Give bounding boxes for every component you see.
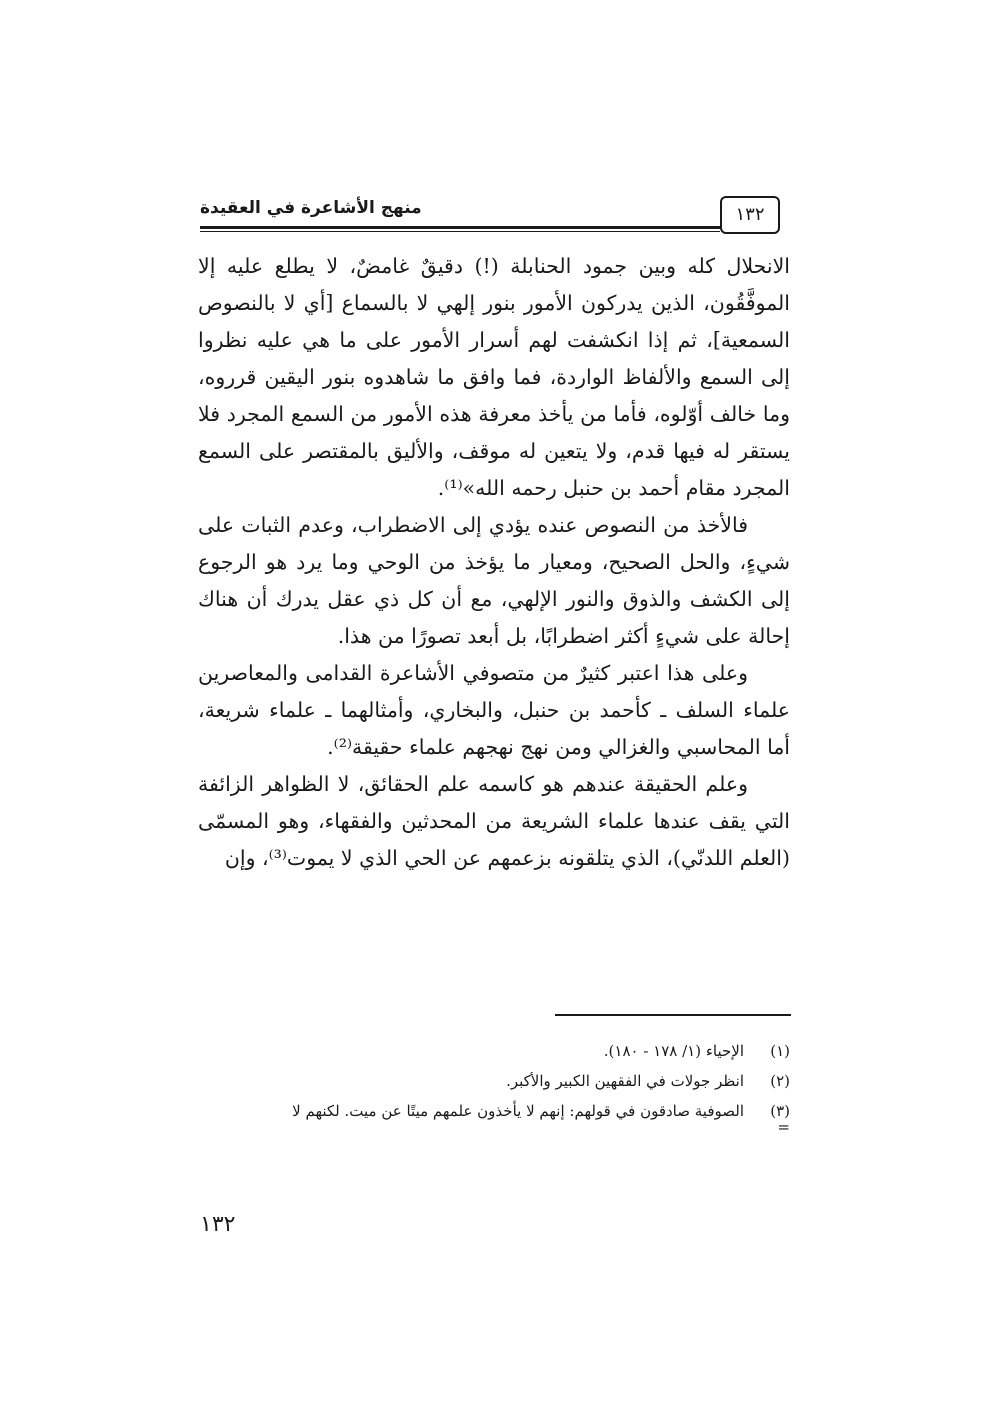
paragraph-2: فالأخذ من النصوص عنده يؤدي إلى الاضطراب، وعدم الثبات على شيءٍ، والحل الصحيح، ومعيار ما يؤخذ من الوحي وما يرد هو الرجوع إلى الكشف والذوق والنور الإلهي، مع أن كل ذي عقل يدرك أن هناك إحالة على شيءٍ أكثر اضطرابًا، بل أبعد تصورًا من هذا. xyxy=(198,513,790,648)
footnote-number: (٣) xyxy=(770,1102,790,1120)
footnote-number: (٢) xyxy=(770,1072,790,1090)
header-page-number-box: ١٣٢ xyxy=(720,196,780,234)
footnote-continuation-mark: = xyxy=(777,1118,790,1136)
footnote-separator xyxy=(555,1014,791,1016)
footnote-text: الصوفية صادقون في قولهم: إنهم لا يأخذون علمهم ميتًا عن ميت. لكنهم لا xyxy=(292,1102,744,1120)
footnote-text: انظر جولات في الفقهين الكبير والأكبر. xyxy=(506,1072,744,1090)
footnote-number: (١) xyxy=(770,1042,790,1060)
header-rule-thin xyxy=(200,231,720,232)
footnote-1 xyxy=(198,1036,790,1066)
footnote-2 xyxy=(198,1066,790,1096)
running-header-title: منهج الأشاعرة في العقيدة xyxy=(200,198,422,218)
paragraph-3: وعلى هذا اعتبر كثيرٌ من متصوفي الأشاعرة القدامى والمعاصرين علماء السلف ـ كأحمد بن حنبل، والبخاري، وأمثالهما ـ علماء شريعة، أما المحاسبي والغزالي ومن نهج نهجهم علماء حقيقة⁽²⁾. xyxy=(198,661,790,759)
body-text xyxy=(198,248,790,877)
paragraph-4: وعلم الحقيقة عندهم هو كاسمه علم الحقائق، لا الظواهر الزائفة التي يقف عندها علماء الشريعة من المحدثين والفقهاء، وهو المسمّى (العلم اللدنّي)، الذي يتلقونه بزعمهم عن الحي الذي لا يموت⁽³⁾، وإن xyxy=(198,772,790,870)
header-rule-thick xyxy=(200,226,720,229)
footnote-3 xyxy=(198,1096,790,1126)
footnotes xyxy=(198,1036,790,1136)
page-number: ١٣٢ xyxy=(200,1212,236,1237)
paragraph-1: الانحلال كله وبين جمود الحنابلة (!) دقيقٌ غامضٌ، لا يطلع عليه إلا الموفَّقُون، الذين يدركون الأمور بنور إلهي لا بالسماع [أي لا بالنصوص السمعية]، ثم إذا انكشفت لهم أسرار الأمور على ما هي عليه نظروا إلى السمع والألفاظ الواردة، فما وافق ما شاهدوه بنور اليقين قرروه، وما خالف أوّلوه، فأما من يأخذ معرفة هذه الأمور من السمع المجرد فلا يستقر له فيها قدم، ولا يتعين له موقف، والأليق بالمقتصر على السمع المجرد مقام أحمد بن حنبل رحمه الله»⁽¹⁾. xyxy=(198,254,790,500)
footnote-text: الإحياء (١/ ١٧٨ - ١٨٠). xyxy=(603,1042,744,1060)
